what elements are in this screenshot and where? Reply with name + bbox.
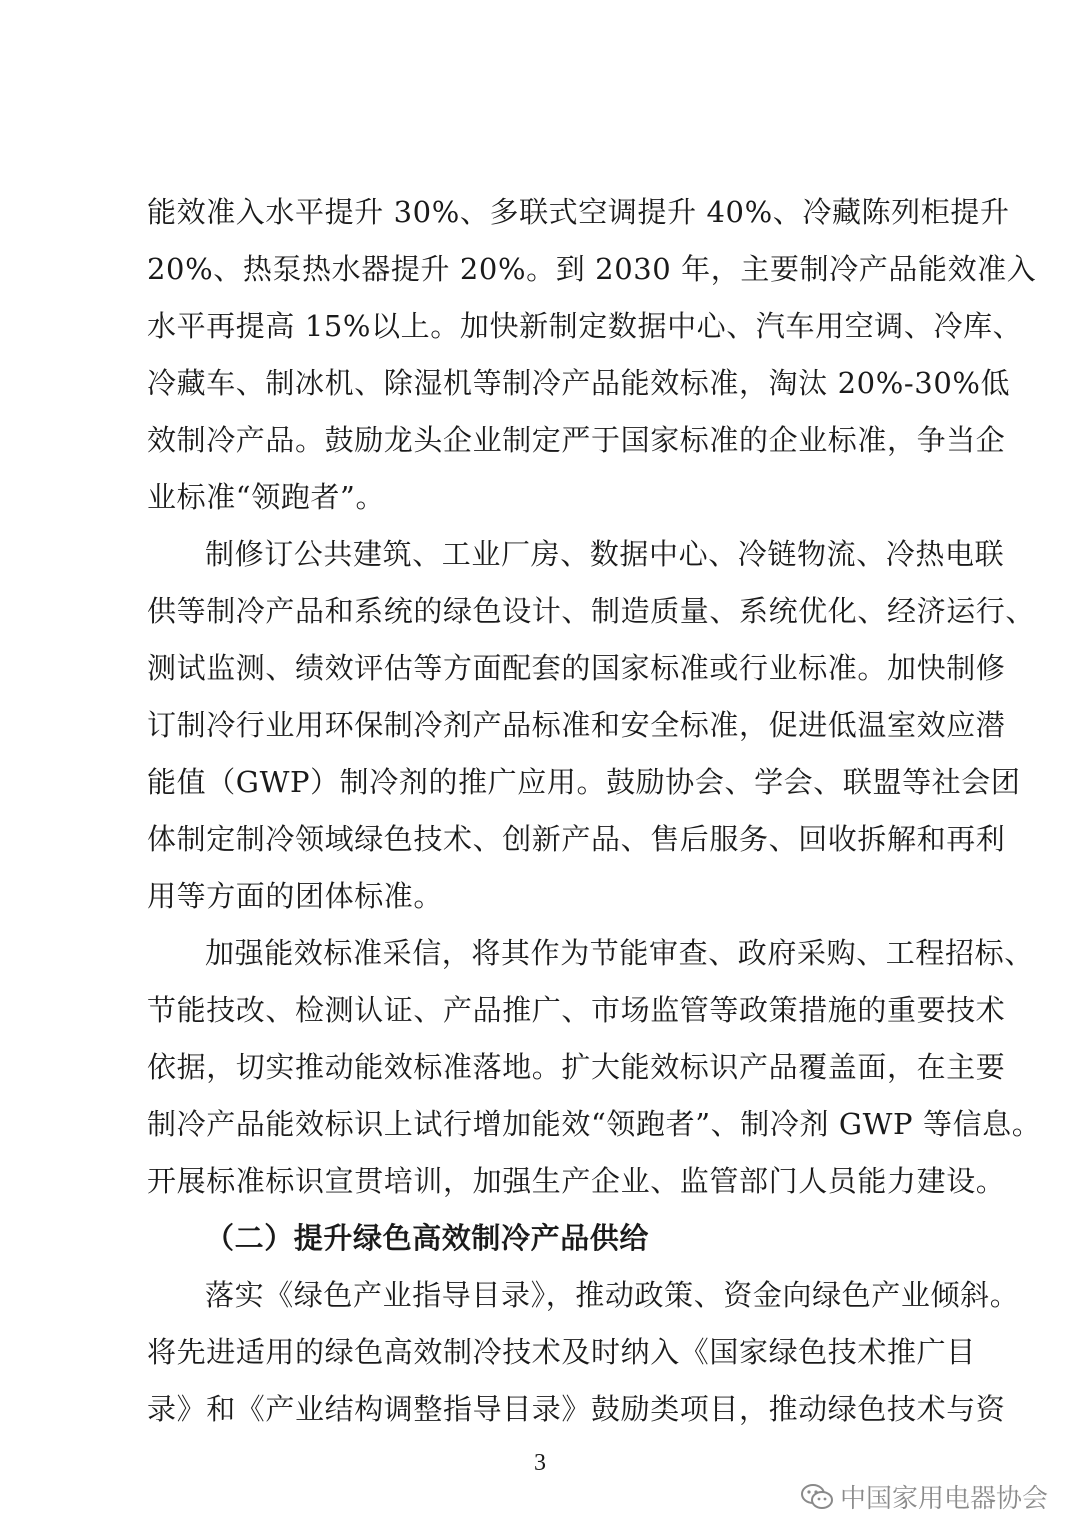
text-line: 开展标准标识宣贯培训，加强生产企业、监管部门人员能力建设。 <box>147 1164 1006 1198</box>
text-line: 依据，切实推动能效标准落地。扩大能效标识产品覆盖面，在主要 <box>147 1050 1006 1084</box>
text-line: 能值（GWP）制冷剂的推广应用。鼓励协会、学会、联盟等社会团 <box>147 765 1021 799</box>
watermark-text: 中国家用电器协会 <box>839 1484 1048 1514</box>
paragraph-first-line: 落实《绿色产业指导目录》，推动政策、资金向绿色产业倾斜。 <box>205 1278 1020 1312</box>
text-line: 水平再提高 15%以上。加快新制定数据中心、汽车用空调、冷库、 <box>147 309 1023 343</box>
paragraph-first-line: 制修订公共建筑、工业厂房、数据中心、冷链物流、冷热电联 <box>205 537 1005 571</box>
text-line: 能效准入水平提升 30%、多联式空调提升 40%、冷藏陈列柜提升 <box>147 195 1010 229</box>
text-line: 订制冷行业用环保制冷剂产品标准和安全标准，促进低温室效应潜 <box>147 708 1006 742</box>
page-number: 3 <box>534 1450 546 1476</box>
text-line: 供等制冷产品和系统的绿色设计、制造质量、系统优化、经济运行、 <box>147 594 1036 628</box>
text-line: 20%、热泵热水器提升 20%。到 2030 年，主要制冷产品能效准入 <box>147 252 1037 286</box>
paragraph-first-line: 加强能效标准采信，将其作为节能审查、政府采购、工程招标、 <box>205 936 1034 970</box>
text-line: 业标准“领跑者”。 <box>147 480 386 514</box>
wechat-icon <box>800 1482 834 1512</box>
text-line: 用等方面的团体标准。 <box>147 879 444 913</box>
text-line: 录》和《产业结构调整指导目录》鼓励类项目，推动绿色技术与资 <box>147 1392 1006 1426</box>
text-line: 冷藏车、制冰机、除湿机等制冷产品能效标准，淘汰 20%-30%低 <box>147 366 1011 400</box>
section-heading: （二）提升绿色高效制冷产品供给 <box>205 1221 650 1255</box>
watermark <box>800 1478 1048 1515</box>
text-line: 效制冷产品。鼓励龙头企业制定严于国家标准的企业标准，争当企 <box>147 423 1006 457</box>
text-line: 制冷产品能效标识上试行增加能效“领跑者”、制冷剂 GWP 等信息。 <box>147 1107 1042 1141</box>
text-line: 体制定制冷领域绿色技术、创新产品、售后服务、回收拆解和再利 <box>147 822 1006 856</box>
text-line: 节能技改、检测认证、产品推广、市场监管等政策措施的重要技术 <box>147 993 1006 1027</box>
text-line: 测试监测、绩效评估等方面配套的国家标准或行业标准。加快制修 <box>147 651 1006 685</box>
text-line: 将先进适用的绿色高效制冷技术及时纳入《国家绿色技术推广目 <box>147 1335 976 1369</box>
